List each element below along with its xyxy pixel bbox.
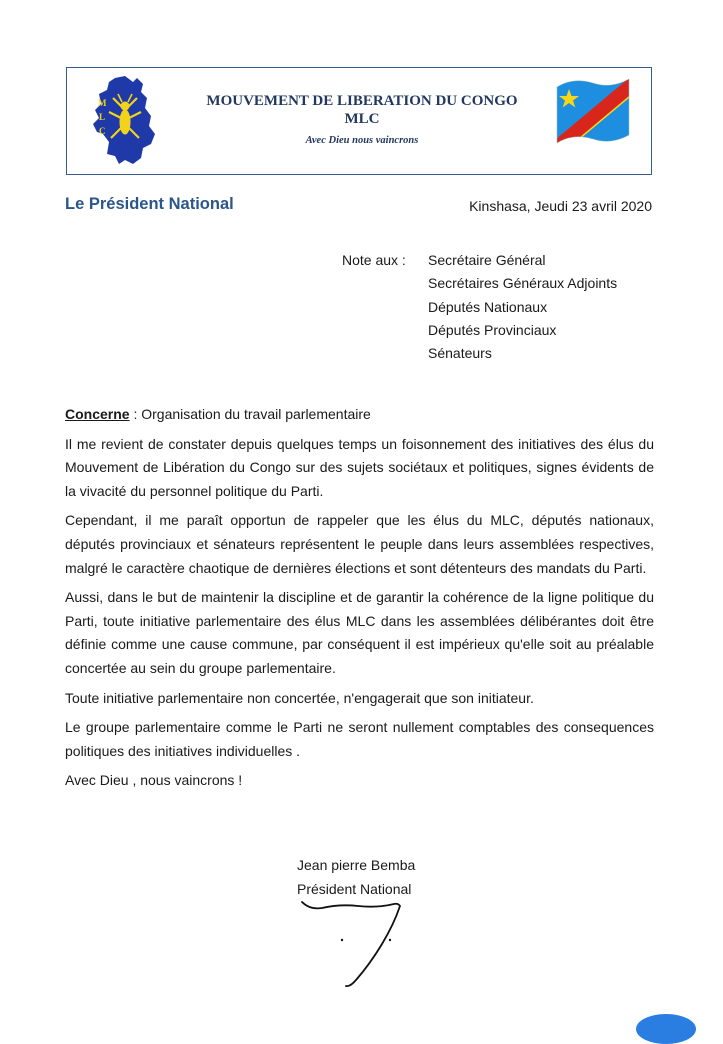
letter-body [65,403,654,799]
svg-text:L: L [99,112,106,122]
recipient-item: Secrétaires Généraux Adjoints [428,275,618,292]
body-paragraph: Il me revient de constater depuis quelques temps un foisonnement des initiatives des élus du Mouvement de Libération du Congo sur des sujets sociétaux et politiques, signes évidents de la vivacité du personnel politique du Parti. [65,435,654,499]
recipient-item: Sénateurs [428,345,492,362]
body-paragraph: Aussi, dans le but de maintenir la discipline et de garantir la cohérence de la ligne politique du Parti, toute initiative parlementaire des élus MLC dans les assemblées délibérantes doit être définie comme une cause commune, par conséquent il est impérieux qu'elle soit au préalable concertée au sein du groupe parlementaire. [65,589,654,676]
recipient-item: Députés Provinciaux [428,321,557,338]
subject-line [65,403,654,427]
svg-text:M: M [98,98,107,108]
recipient-item: Secrétaire Général [428,252,546,268]
handwritten-signature-icon [300,888,420,993]
signatory-title: Président National [297,881,412,897]
sender-title: Le Président National [65,195,234,213]
organization-name: MOUVEMENT DE LIBERATION DU CONGO [206,93,518,109]
page-corner-mark [636,1014,696,1044]
recipients-label: Note aux : [342,252,406,268]
subject-text: : Organisation du travail parlementaire [129,406,371,422]
organization-acronym: MLC [344,111,380,127]
recipient-item: Députés Nationaux [428,298,548,315]
subject-label: Concerne [65,406,130,422]
closing-line: Avec Dieu , nous vaincrons ! [65,772,243,789]
letterhead-text [167,92,557,146]
recipients-list [428,249,617,365]
body-paragraph: Cependant, il me paraît opportun de rappeler que les élus du MLC, députés nationaux, députés provinciaux et sénateurs représentent le peuple dans leurs assemblées respectives, malgré le caractère chaotique de dernières élections et sont détenteurs des mandats du Parti. [65,512,654,576]
drc-map-bee-emblem-icon [85,72,167,168]
letterhead [66,67,652,175]
drc-flag-icon [553,73,633,151]
letter-date: Kinshasa, Jeudi 23 avril 2020 [469,198,652,214]
body-paragraph: Le groupe parlementaire comme le Parti ne seront nullement comptables des consequences politiques des initiatives individuelles . [65,719,654,759]
organization-motto: Avec Dieu nous vaincrons [305,135,419,146]
signatory-name: Jean pierre Bemba [297,857,416,873]
svg-text:C: C [99,126,106,136]
body-paragraph: Toute initiative parlementaire non concertée, n'engagerait que son initiateur. [65,689,534,706]
